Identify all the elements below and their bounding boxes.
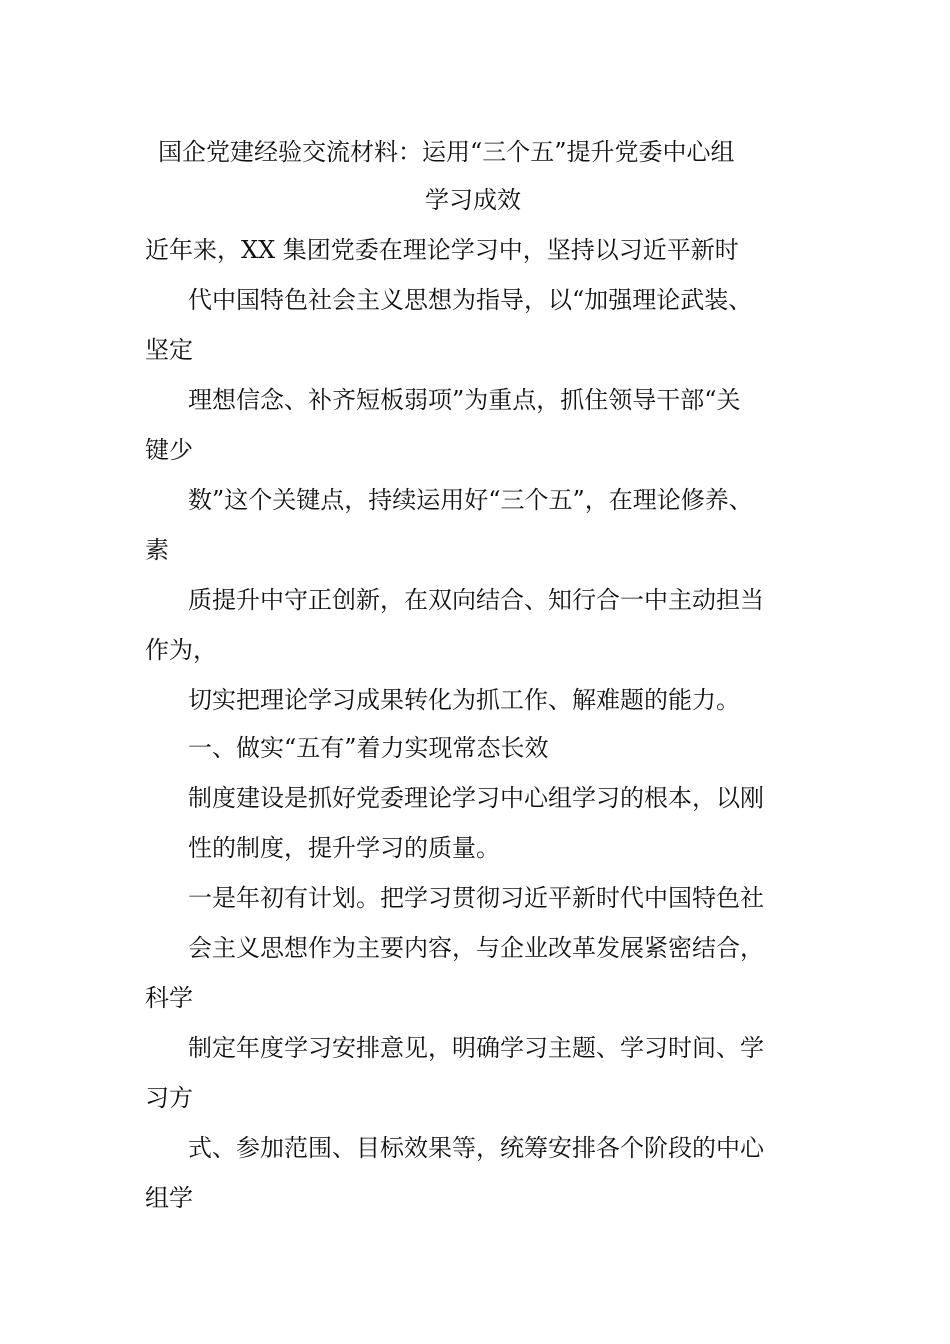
body-line: 切实把理论学习成果转化为抓工作、解难题的能力。: [188, 686, 740, 714]
body-line: 质提升中守正创新，在双向结合、知行合一中主动担当: [188, 586, 764, 614]
document-title-line-2: 学习成效: [425, 186, 521, 214]
body-line: 式、参加范围、目标效果等，统筹安排各个阶段的中心: [188, 1134, 764, 1162]
body-line: 坚定: [145, 336, 193, 364]
body-line: 键少: [145, 436, 193, 464]
body-line: 会主义思想作为主要内容，与企业改革发展紧密结合，: [188, 934, 764, 962]
body-line: 习方: [145, 1084, 193, 1112]
body-line: 数”这个关键点，持续运用好“三个五”，在理论修养、: [188, 486, 753, 514]
body-line: 制度建设是抓好党委理论学习中心组学习的根本，以刚: [188, 784, 764, 812]
body-line: 组学: [145, 1184, 193, 1212]
body-line: 一是年初有计划。把学习贯彻习近平新时代中国特色社: [188, 884, 764, 912]
body-line: 理想信念、补齐短板弱项”为重点，抓住领导干部“关: [188, 386, 741, 414]
section-heading: 一、做实“五有”着力实现常态长效: [188, 734, 549, 762]
body-line: 制定年度学习安排意见，明确学习主题、学习时间、学: [188, 1034, 764, 1062]
document-title-line-1: 国企党建经验交流材料：运用“三个五”提升党委中心组: [158, 138, 735, 166]
body-line: 性的制度，提升学习的质量。: [188, 834, 500, 862]
body-line: 素: [145, 536, 169, 564]
body-line: 代中国特色社会主义思想为指导，以“加强理论武装、: [188, 286, 753, 314]
body-line: 科学: [145, 984, 193, 1012]
body-line: 近年来，XX 集团党委在理论学习中，坚持以习近平新时: [145, 236, 739, 264]
body-line: 作为，: [145, 636, 217, 664]
